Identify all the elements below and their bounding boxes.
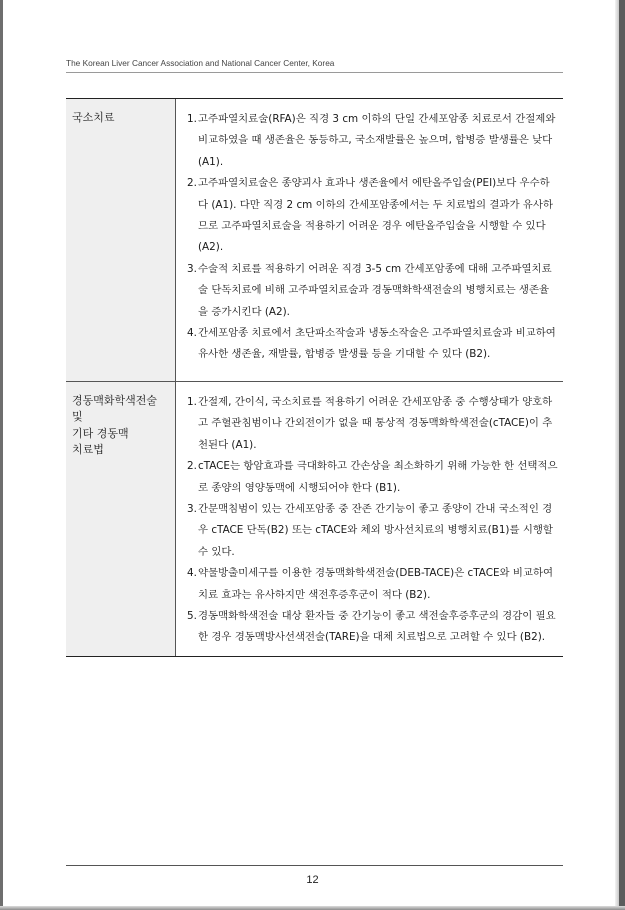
list-item: [187, 259, 559, 323]
list-item: [187, 173, 559, 259]
footer-divider: [66, 865, 563, 866]
item-number: 2.: [187, 177, 197, 190]
row-content: [176, 382, 563, 656]
list-item: [187, 456, 559, 499]
list-item: [187, 563, 559, 606]
item-text: 수술적 치료를 적용하기 어려운 직경 3-5 cm 간세포암종에 대해 고주파열치료술 단독치료에 비해 고주파열치료술과 경동맥화학색전술의 병행치료는 생존율을 증가시킨다 (A2).: [198, 262, 552, 318]
page-right-edge: [619, 0, 625, 910]
row-label: [66, 382, 176, 656]
list-item: [187, 499, 559, 563]
item-text: 간문맥침범이 있는 간세포암종 중 잔존 간기능이 좋고 종양이 간내 국소적인 경우 cTACE 단독(B2) 또는 cTACE와 체외 방사선치료의 병행치료(B1)를 시행할 수 있다.: [198, 503, 553, 558]
item-text: 고주파열치료술(RFA)은 직경 3 cm 이하의 단일 간세포암종 치료로서 간절제와 비교하였을 때 생존율은 동등하고, 국소재발률은 높으며, 합병증 발생률은 낮다 (A1).: [198, 113, 556, 168]
header-divider: [66, 72, 563, 73]
row-label: [66, 99, 176, 381]
item-text: 고주파열치료술은 종양괴사 효과나 생존율에서 에탄올주입술(PEI)보다 우수하다 (A1). 다만 직경 2 cm 이하의 간세포암종에서는 두 치료법의 결과가 유사하므로 고주파열치료술을 적용하기 어려운 경우 에탄올주입술을 시행할 수 있다 (A2).: [198, 177, 553, 254]
item-number: 4.: [187, 567, 197, 580]
row-label-line: 기타 경동맥: [72, 426, 129, 440]
list-item: [187, 392, 559, 456]
item-text: cTACE는 항암효과를 극대화하고 간손상을 최소화하기 위해 가능한 한 선택적으로 종양의 영양동맥에 시행되어야 한다 (B1).: [198, 460, 558, 494]
item-number: 1.: [187, 113, 197, 125]
running-head: The Korean Liver Cancer Association and National Cancer Center, Korea: [66, 58, 335, 68]
list-item: [187, 323, 559, 366]
item-number: 3.: [187, 503, 197, 516]
item-text: 약물방출미세구를 이용한 경동맥화학색전술(DEB-TACE)은 cTACE와 비교하여 치료 효과는 유사하지만 색전후증후군이 적다 (B2).: [198, 567, 554, 601]
list-item: [187, 606, 559, 649]
row-label-line: 국소치료: [72, 111, 115, 124]
item-text: 간절제, 간이식, 국소치료를 적용하기 어려운 간세포암종 중 수행상태가 양호하고 주혈관침범이나 간외전이가 없을 때 통상적 경동맥화학색전술(cTACE)이 추천된다 (A1).: [198, 396, 553, 451]
row-label-line: 치료법: [72, 443, 104, 457]
page-bottom-edge: [0, 906, 625, 910]
item-number: 5.: [187, 610, 197, 623]
recommendation-table: [66, 98, 563, 657]
row-content: [176, 99, 563, 381]
row-label-line: 경동맥화학색전술: [72, 394, 158, 407]
item-text: 경동맥화학색전술 대상 환자들 중 간기능이 좋고 색전술후증후군의 경감이 필요한 경우 경동맥방사선색전술(TARE)을 대체 치료법으로 고려할 수 있다 (B2).: [198, 610, 556, 644]
item-number: 2.: [187, 460, 197, 473]
table-row: [66, 99, 563, 381]
list-item: [187, 109, 559, 173]
item-number: 3.: [187, 262, 197, 275]
item-number: 1.: [187, 396, 197, 408]
item-text: 간세포암종 치료에서 초단파소작술과 냉동소작술은 고주파열치료술과 비교하여 유사한 생존율, 재발률, 합병증 발생률 등을 기대할 수 있다 (B2).: [198, 327, 556, 361]
item-number: 4.: [187, 327, 197, 340]
table-row: [66, 381, 563, 656]
row-label-line: 및: [72, 410, 83, 424]
page-left-edge: [0, 0, 3, 910]
page-number: 12: [306, 874, 319, 886]
